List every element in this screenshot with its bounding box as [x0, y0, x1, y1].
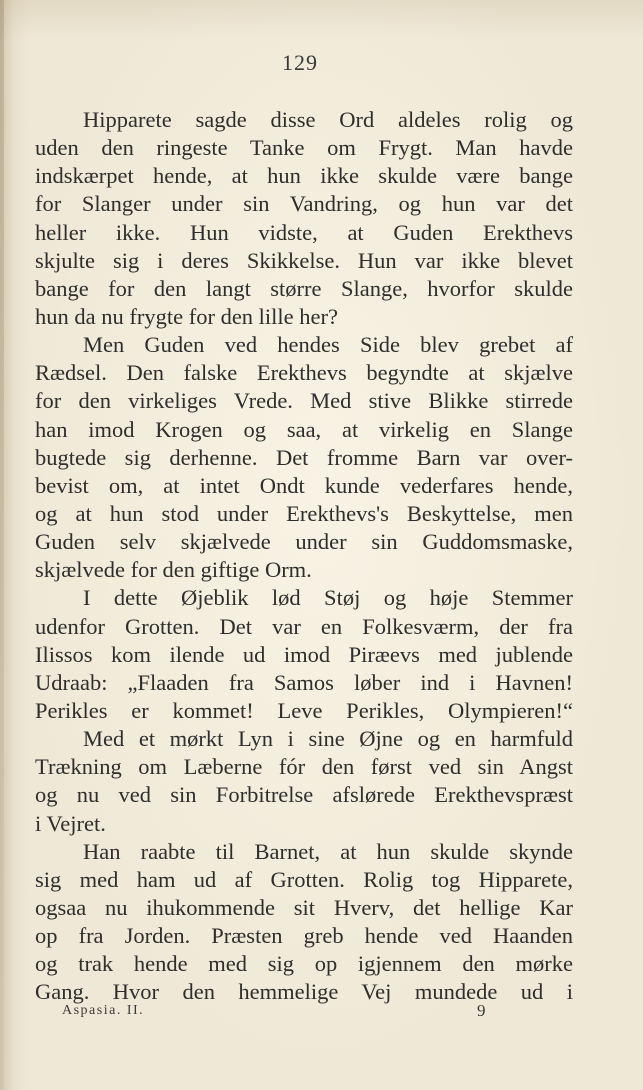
- text-line: bange for den langt større Slange, hvorfor skulde: [35, 275, 573, 301]
- text-line: Hipparete sagde disse Ord aldeles rolig og: [83, 107, 573, 132]
- text-line: heller ikke. Hun vidste, at Guden Erekthevs: [35, 219, 573, 245]
- page-edge: [0, 0, 4, 1090]
- text-line: Med et mørkt Lyn i sine Øjne og en harmfuld: [83, 726, 573, 752]
- text-line: og trak hende med sig op igjennem den mørke: [35, 951, 573, 977]
- text-line: Udraab: „Flaaden fra Samos løber ind i Havnen!: [35, 669, 573, 695]
- footer-signature-mark: 9: [477, 1001, 486, 1020]
- text-line: skjulte sig i deres Skikkelse. Hun var ikke blevet: [35, 247, 573, 273]
- text-line: han imod Krogen og saa, at virkelig en Slange: [35, 416, 573, 442]
- text-line: bevist om, at intet Ondt kunde vederfares hende,: [35, 472, 573, 498]
- text-line: i Vejret.: [35, 810, 106, 836]
- text-line: Gang. Hvor den hemmelige Vej mundede ud i: [35, 979, 573, 1005]
- page-number: 129: [282, 50, 318, 75]
- text-line: Han raabte til Barnet, at hun skulde skynde: [83, 838, 573, 864]
- text-line: Men Guden ved hendes Side blev grebet af: [83, 332, 573, 358]
- text-line: udenfor Grotten. Det var en Folkesværm, der fra: [35, 613, 573, 639]
- text-line: I dette Øjeblik lød Støj og høje Stemmer: [83, 585, 573, 611]
- body-text: [35, 106, 573, 1007]
- text-line: Guden selv skjælvede under sin Guddomsmaske,: [35, 529, 573, 555]
- text-line: Ilissos kom ilende ud imod Piræevs med jublende: [35, 641, 573, 667]
- text-line: ogsaa nu ihukommende sit Hverv, det hellige Kar: [35, 894, 573, 920]
- text-line: Rædsel. Den falske Erekthevs begyndte at skjælve: [35, 360, 573, 386]
- text-line: Perikles er kommet! Leve Perikles, Olympieren!“: [35, 697, 573, 723]
- text-line: og at hun stod under Erekthevs's Beskyttelse, men: [35, 500, 573, 526]
- text-line: hun da nu frygte for den lille her?: [35, 303, 339, 329]
- footer-book-title: Aspasia. II.: [62, 1003, 145, 1018]
- text-line: for den virkeliges Vrede. Med stive Blikke stirrede: [35, 388, 573, 414]
- text-line: indskærpet hende, at hun ikke skulde være bange: [35, 163, 573, 189]
- text-line: bugtede sig derhenne. Det fromme Barn var over-: [35, 444, 573, 470]
- text-line: og nu ved sin Forbitrelse afslørede Erekthevspræst: [35, 782, 573, 808]
- text-line: for Slanger under sin Vandring, og hun var det: [35, 191, 573, 217]
- text-line: Trækning om Læberne fór den først ved sin Angst: [35, 754, 573, 780]
- text-line: op fra Jorden. Præsten greb hende ved Haanden: [35, 923, 573, 949]
- text-line: skjælvede for den giftige Orm.: [35, 557, 312, 583]
- text-line: sig med ham ud af Grotten. Rolig tog Hipparete,: [35, 866, 573, 892]
- text-line: uden den ringeste Tanke om Frygt. Man havde: [35, 135, 573, 161]
